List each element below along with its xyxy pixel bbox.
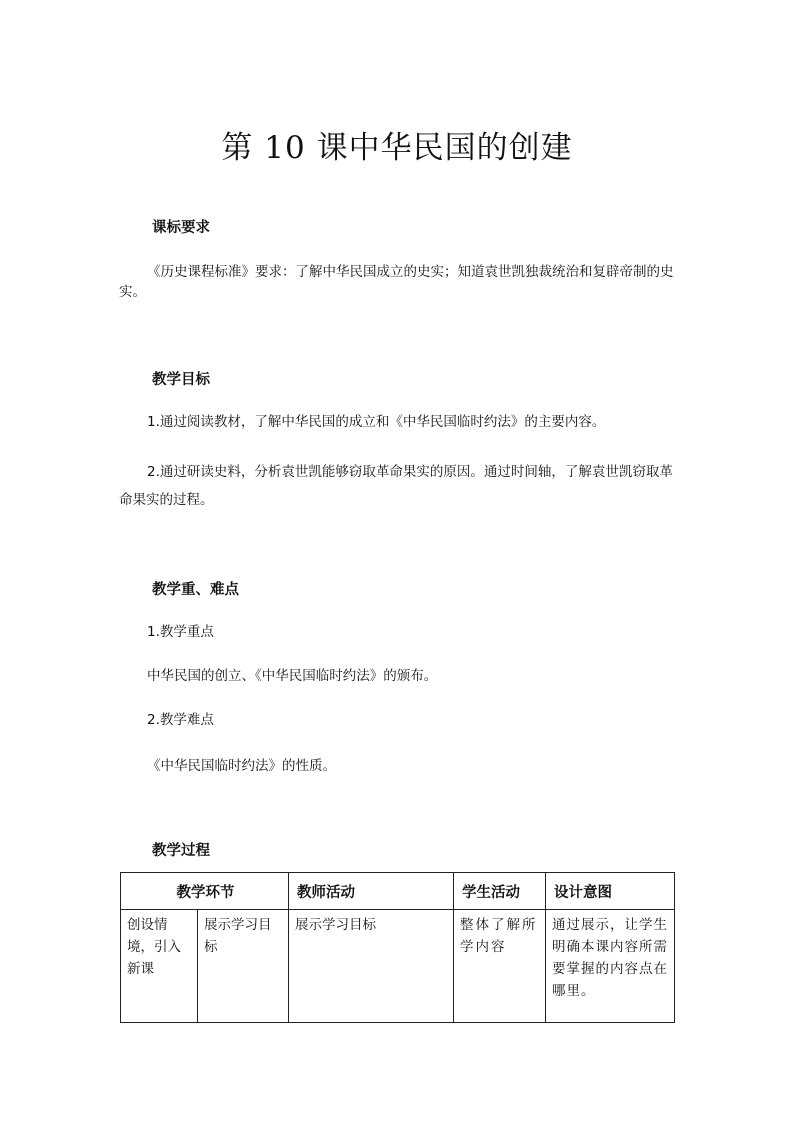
cell-design-intent: 通过展示，让学生明确本课内容所需要掌握的内容点在哪里。 bbox=[546, 910, 675, 1023]
curriculum-text: 《历史课程标准》要求：了解中华民国成立的史实；知道袁世凯独裁统治和复辟帝制的史实。 bbox=[119, 264, 674, 300]
table-header-row bbox=[121, 873, 675, 910]
section-heading-keypoints: 教学重、难点 bbox=[152, 582, 239, 598]
table-row bbox=[121, 910, 675, 1023]
header-stage: 教学环节 bbox=[121, 873, 289, 910]
section-heading-process: 教学过程 bbox=[152, 843, 210, 859]
difficulty-label: 2.教学难点 bbox=[147, 712, 214, 728]
key-point-label: 1.教学重点 bbox=[147, 624, 214, 640]
objective-item-1: 1.通过阅读教材，了解中华民国的成立和《中华民国临时约法》的主要内容。 bbox=[147, 414, 606, 430]
section-heading-curriculum: 课标要求 bbox=[152, 220, 210, 236]
objective-item-2: 2.通过研读史料，分析袁世凯能够窃取革命果实的原因。通过时间轴，了解袁世凯窃取革命果实的过程。 bbox=[119, 464, 673, 508]
cell-sub-stage: 展示学习目标 bbox=[198, 910, 289, 1023]
cell-student-activity: 整体了解所学内容 bbox=[454, 910, 546, 1023]
difficulty-text: 《中华民国临时约法》的性质。 bbox=[147, 758, 336, 774]
header-design-intent: 设计意图 bbox=[546, 873, 675, 910]
cell-teacher-activity: 展示学习目标 bbox=[289, 910, 454, 1023]
cell-stage: 创设情境，引入新课 bbox=[121, 910, 198, 1023]
header-student-activity: 学生活动 bbox=[454, 873, 546, 910]
process-table bbox=[120, 872, 675, 1023]
page-title: 第 10 课中华民国的创建 bbox=[221, 130, 573, 166]
header-teacher-activity: 教师活动 bbox=[289, 873, 454, 910]
section-heading-objectives: 教学目标 bbox=[152, 372, 210, 388]
key-point-text: 中华民国的创立、《中华民国临时约法》的颁布。 bbox=[147, 668, 438, 684]
